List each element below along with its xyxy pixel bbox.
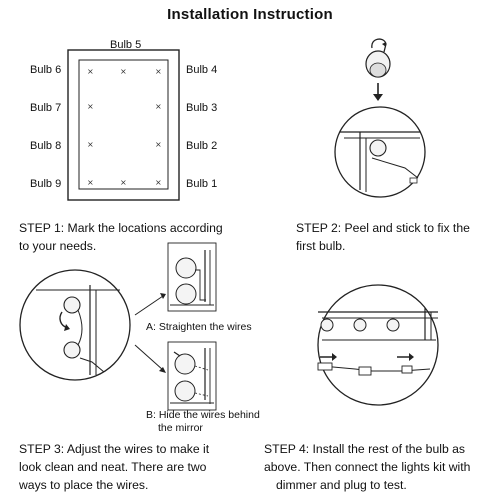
step2-text-line1: STEP 2: Peel and stick to fix the [296,221,470,235]
dimmer-box [359,367,371,375]
step2-text-line2: first bulb. [296,239,346,253]
bulb-label-8: Bulb 8 [30,140,62,152]
bulb-label-5: Bulb 5 [110,39,142,51]
step4-text-line3: dimmer and plug to test. [276,478,407,492]
step1-text-line1: STEP 1: Mark the locations according [19,221,223,235]
svg-text:×: × [87,67,94,76]
svg-text:×: × [87,178,94,187]
bulb-label-2: Bulb 2 [186,140,218,152]
bulb-label-1: Bulb 1 [186,178,218,190]
page-title: Installation Instruction [167,6,333,23]
step3-text-line2: look clean and neat. There are two [19,460,207,474]
bulb-label-6: Bulb 6 [30,64,62,76]
svg-text:×: × [120,178,127,187]
option-b-label-line1: B: Hide the wires behind [146,409,260,421]
bulb-label-3: Bulb 3 [186,102,218,114]
step3-text-line3: ways to place the wires. [19,478,149,492]
svg-text:×: × [155,102,162,111]
svg-text:×: × [120,67,127,76]
svg-text:×: × [155,67,162,76]
step3-text-line1: STEP 3: Adjust the wires to make it [19,442,210,456]
option-b-label-line2: the mirror [158,422,203,434]
step4-text-line1: STEP 4: Install the rest of the bulb as [264,442,465,456]
bulb-label-7: Bulb 7 [30,102,62,114]
bulb-label-4: Bulb 4 [186,64,218,76]
svg-text:×: × [87,140,94,149]
svg-text:×: × [155,140,162,149]
step1-text-line2: to your needs. [19,239,97,253]
svg-text:×: × [87,102,94,111]
svg-text:×: × [155,178,162,187]
option-a-label: A: Straighten the wires [146,321,252,333]
step4-text-line2: above. Then connect the lights kit with [264,460,471,474]
bulb-label-9: Bulb 9 [30,178,62,190]
step4-detail-circle [318,285,438,405]
